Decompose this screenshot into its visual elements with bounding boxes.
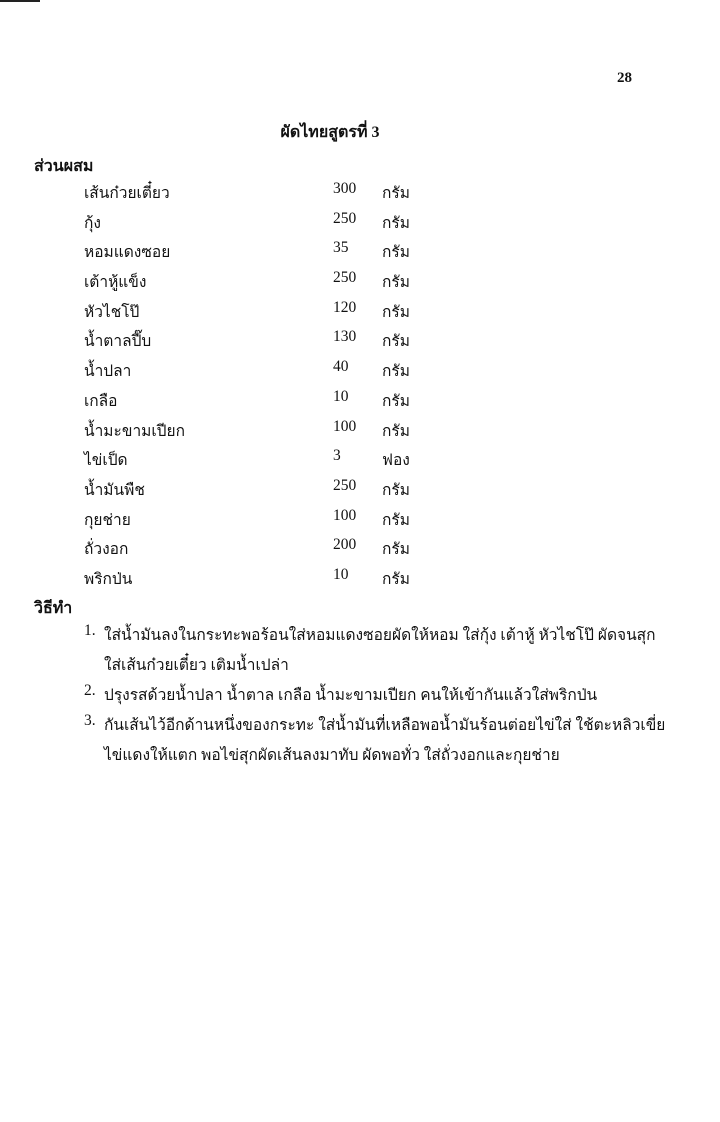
- ingredient-row: [0, 536, 720, 566]
- scan-corner-mark: [0, 0, 40, 2]
- ingredient-name: เกลือ: [84, 392, 118, 410]
- ingredient-unit: กรัม: [382, 274, 410, 292]
- ingredient-unit: กรัม: [382, 570, 410, 588]
- ingredient-unit: กรัม: [382, 541, 410, 559]
- ingredient-quantity: 250: [333, 476, 357, 494]
- ingredient-unit: กรัม: [382, 422, 410, 440]
- ingredient-unit: กรัม: [382, 244, 410, 262]
- ingredient-name: เต้าหู้แข็ง: [84, 274, 147, 292]
- ingredient-quantity: 300: [333, 180, 357, 197]
- ingredient-name: กุ้ง: [84, 214, 101, 232]
- ingredient-unit: ฟอง: [382, 452, 410, 470]
- ingredient-row: [0, 210, 720, 240]
- method-step: [0, 622, 720, 682]
- ingredient-row: [0, 239, 720, 269]
- step-text-line: ใส่น้ำมันลงในกระทะพอร้อนใส่หอมแดงซอยผัดให้หอม ใส่กุ้ง เต้าหู้ หัวไชโป๊ ผัดจนสุก: [104, 627, 656, 644]
- ingredient-unit: กรัม: [382, 185, 410, 202]
- ingredient-unit: กรัม: [382, 303, 410, 321]
- ingredient-name: หัวไชโป๊: [84, 303, 140, 321]
- ingredient-unit: กรัม: [382, 481, 410, 499]
- ingredient-name: พริกป่น: [84, 570, 133, 588]
- ingredient-quantity: 120: [333, 298, 357, 316]
- ingredient-name: เส้นก๋วยเตี๋ยว: [84, 185, 170, 202]
- ingredient-row: [0, 507, 720, 537]
- ingredient-quantity: 100: [333, 506, 357, 524]
- ingredient-quantity: 10: [333, 387, 349, 405]
- ingredient-quantity: 3: [333, 447, 341, 465]
- ingredient-name: ถั่วงอก: [84, 541, 129, 559]
- page-number: 28: [617, 70, 632, 86]
- recipe-title: ผัดไทยสูตรที่ 3: [280, 124, 380, 141]
- method-heading: วิธีทำ: [34, 600, 73, 617]
- ingredient-unit: กรัม: [382, 214, 410, 232]
- ingredient-name: กุยช่าย: [84, 511, 131, 529]
- ingredient-name: ไข่เป็ด: [84, 452, 128, 470]
- ingredient-quantity: 130: [333, 328, 357, 346]
- ingredient-name: น้ำปลา: [84, 363, 132, 381]
- ingredient-row: [0, 299, 720, 329]
- step-number: 3.: [84, 712, 96, 729]
- ingredients-list: [0, 180, 720, 596]
- ingredient-unit: กรัม: [382, 511, 410, 529]
- ingredient-quantity: 250: [333, 269, 357, 287]
- step-text-line: ไข่แดงให้แตก พอไข่สุกผัดเส้นลงมาทับ ผัดพอทั่ว ใส่ถั่วงอกและกุยช่าย: [104, 747, 560, 764]
- ingredient-name: น้ำมะขามเปียก: [84, 422, 185, 440]
- ingredient-name: น้ำมันพืช: [84, 481, 145, 499]
- ingredient-unit: กรัม: [382, 333, 410, 351]
- ingredient-quantity: 10: [333, 565, 349, 583]
- ingredient-row: [0, 418, 720, 448]
- ingredient-row: [0, 358, 720, 388]
- ingredient-name: หอมแดงซอย: [84, 244, 171, 262]
- ingredient-row: [0, 388, 720, 418]
- ingredient-quantity: 40: [333, 358, 349, 376]
- ingredient-unit: กรัม: [382, 363, 410, 381]
- step-number: 2.: [84, 682, 96, 699]
- ingredients-heading: ส่วนผสม: [34, 158, 94, 175]
- step-text-line: กันเส้นไว้อีกด้านหนึ่งของกระทะ ใส่น้ำมันที่เหลือพอน้ำมันร้อนต่อยไข่ใส่ ใช้ตะหลิวเขี่ย: [104, 717, 666, 734]
- ingredient-quantity: 35: [333, 239, 349, 257]
- ingredient-row: [0, 269, 720, 299]
- method-step: [0, 682, 720, 712]
- step-text-line: ปรุงรสด้วยน้ำปลา น้ำตาล เกลือ น้ำมะขามเปียก คนให้เข้ากันแล้วใส่พริกป่น: [104, 687, 598, 704]
- ingredient-row: [0, 566, 720, 596]
- method-step: [0, 712, 720, 772]
- ingredient-row: [0, 447, 720, 477]
- ingredient-unit: กรัม: [382, 392, 410, 410]
- ingredient-row: [0, 180, 720, 210]
- ingredient-row: [0, 328, 720, 358]
- ingredient-row: [0, 477, 720, 507]
- step-number: 1.: [84, 622, 96, 639]
- ingredient-quantity: 200: [333, 536, 357, 554]
- ingredient-quantity: 250: [333, 209, 357, 227]
- ingredient-quantity: 100: [333, 417, 357, 435]
- ingredient-name: น้ำตาลปี๊บ: [84, 333, 152, 351]
- step-text-line: ใส่เส้นก๋วยเตี๋ยว เติมน้ำเปล่า: [104, 657, 289, 674]
